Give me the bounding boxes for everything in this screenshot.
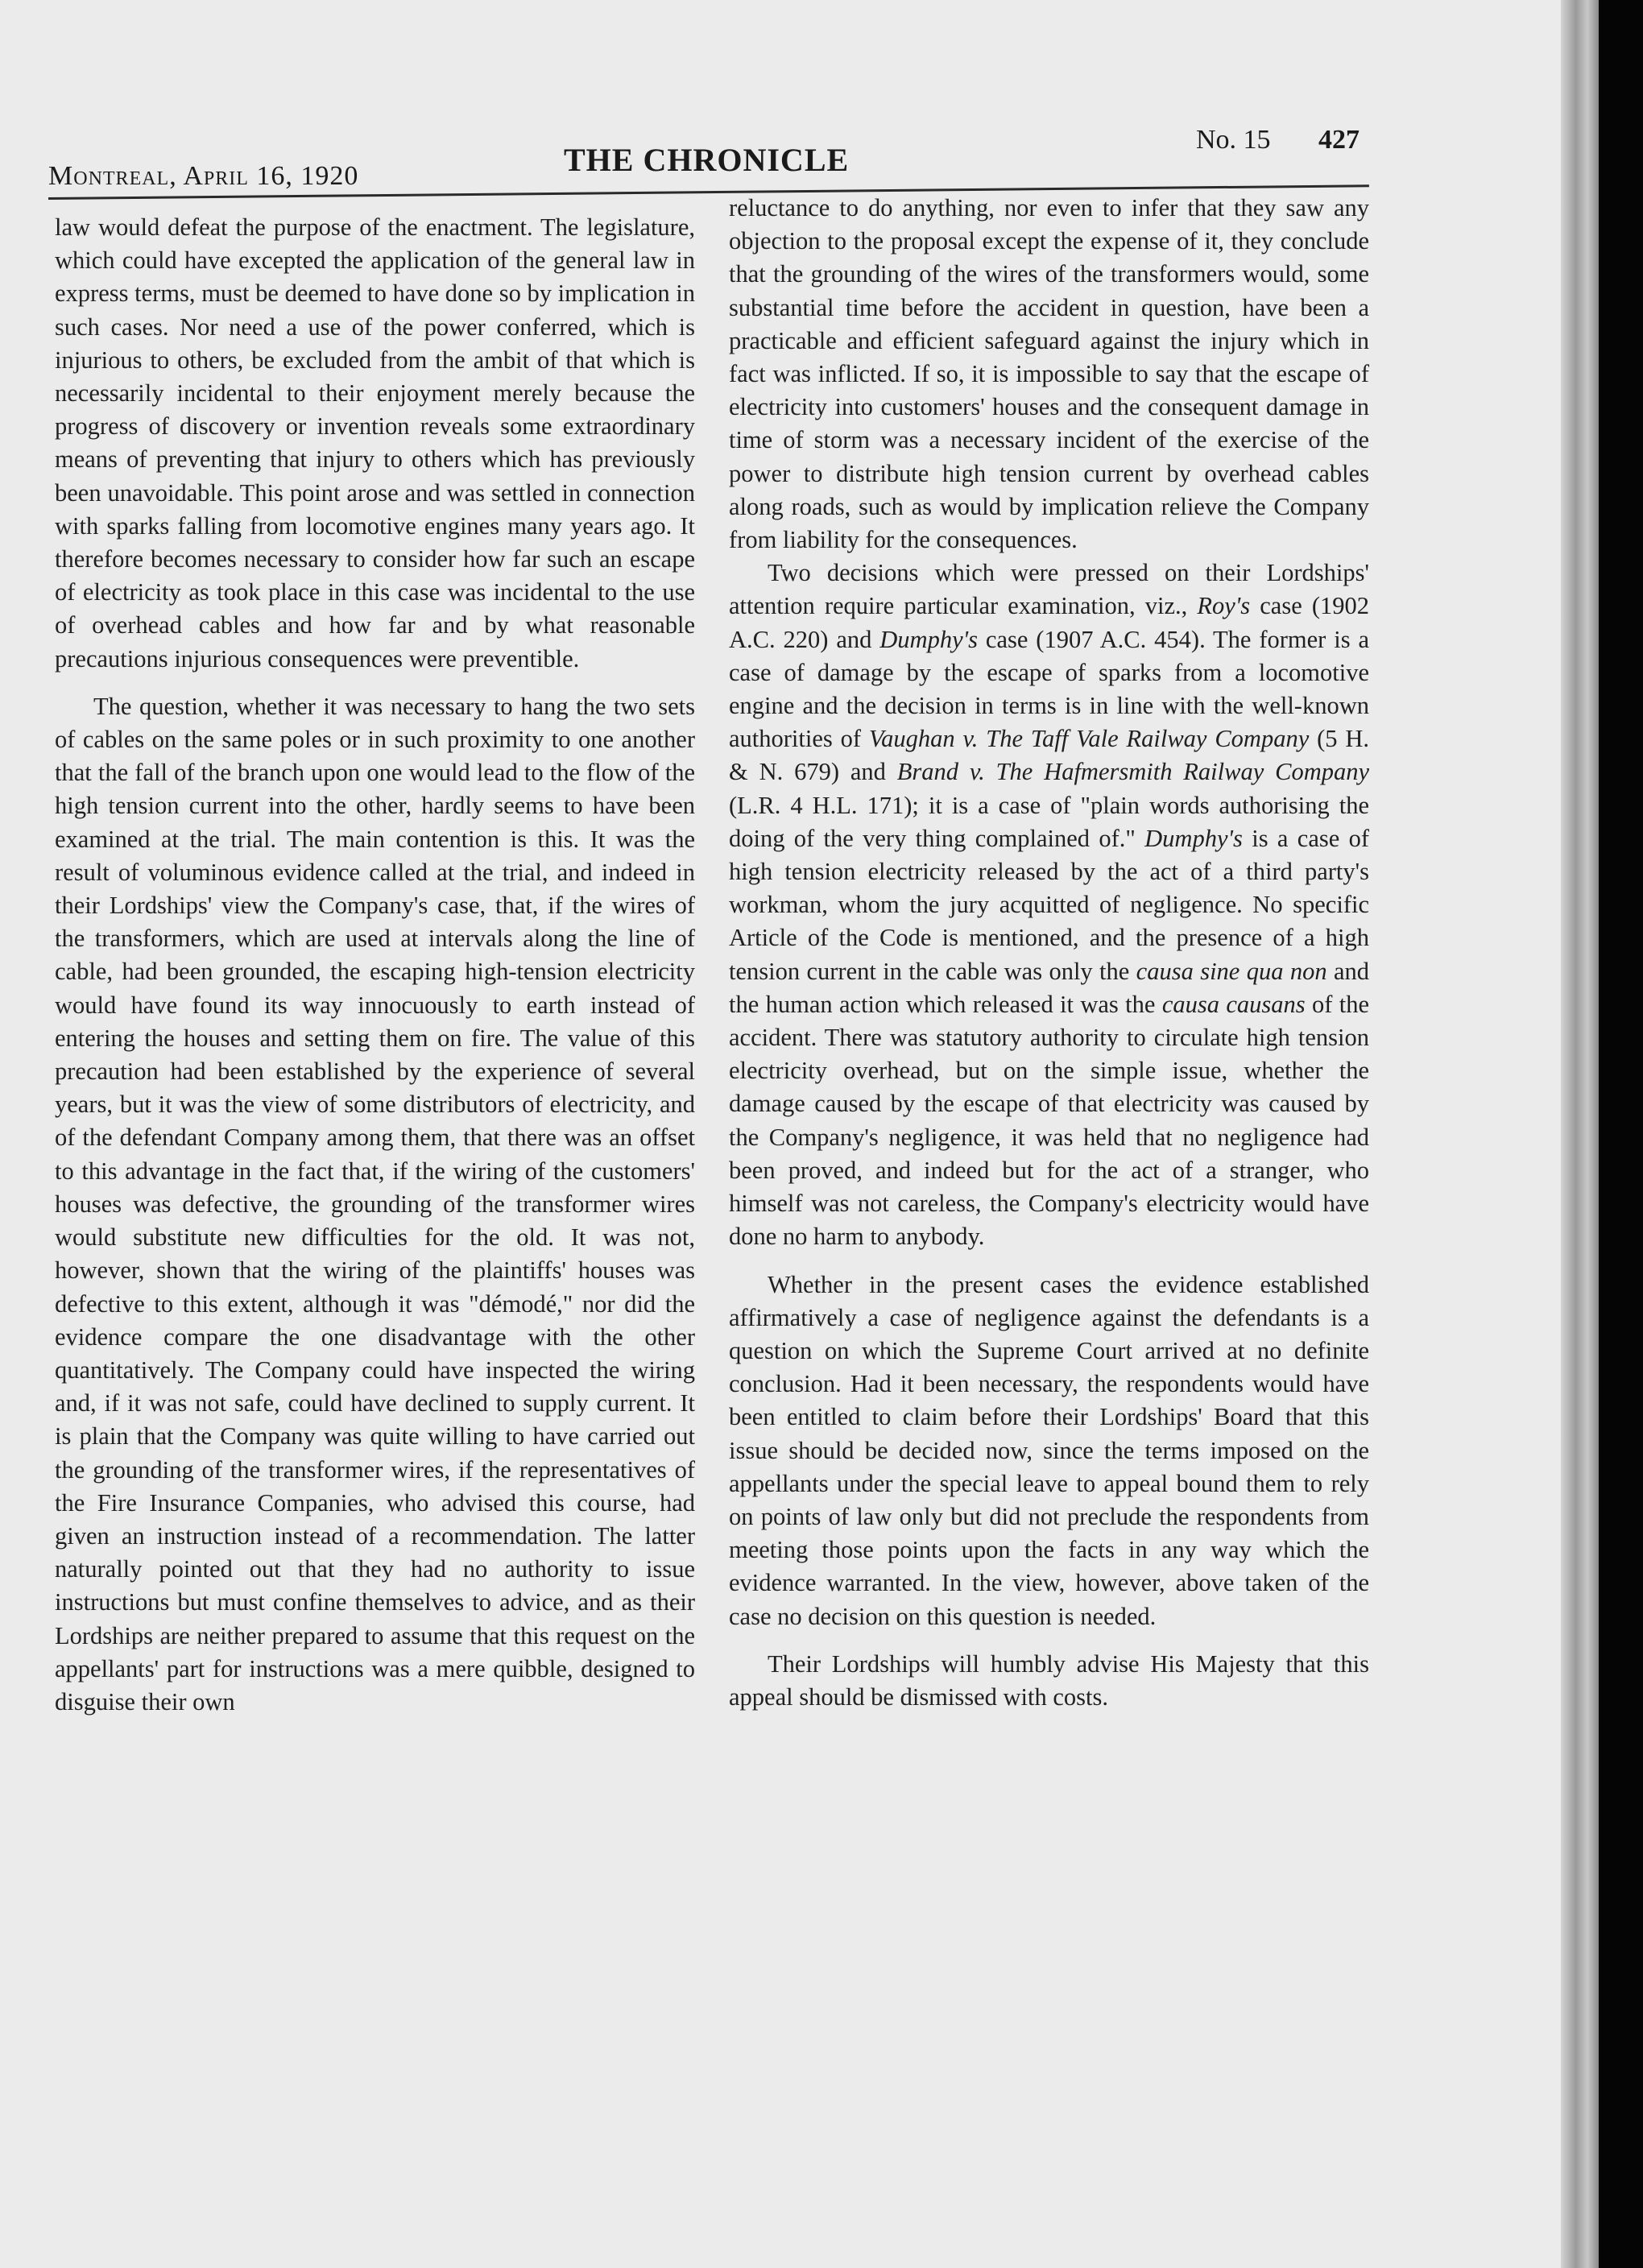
right-column [729, 192, 1369, 1714]
text-run: (5 H. & N. 679) and [729, 725, 1370, 786]
case-name: Dumphy's [879, 625, 978, 653]
text-run: case (1907 A.C. 454). The former is a case of damage by the escape of sparks from a locomotive engine and the decision in terms is in line with the well-known authorities of [729, 625, 1370, 753]
latin-phrase: causa sine qua non [1136, 957, 1327, 985]
header-dateline: Montreal, April 16, 1920 [48, 161, 359, 191]
paragraph: Whether in the present cases the evidence established affirmatively a case of negligence against the defendants is a question on which the Supreme Court arrived at no definite conclusion. Had it been necessary, the respondents would have been entitled to claim before their Lordships' Board that this issue should be decided now, since the terms imposed on the appellants under the special leave to appeal bound them to rely on points of law only but did not preclude the respondents from meeting those points upon the facts in any way which the evidence warranted. In the view, however, above taken of the case no decision on this question is needed. [729, 1270, 1369, 1630]
paragraph-conclusion: Their Lordships will humbly advise His Majesty that this appeal should be dismissed with costs. [729, 1649, 1369, 1711]
paragraph: The question, whether it was necessary to hang the two sets of cables on the same poles or in such proximity to one another that the fall of the branch upon one would lead to the flow of the high tension current into the other, hardly seems to have been examined at the trial. The main contention is this. It was the result of voluminous evidence called at the trial, and indeed in their Lordships' view the Company's case, that, if the wires of the transformers, which are used at intervals along the line of cable, had been grounded, the escaping high-tension electricity would have found its way innocuously to earth instead of entering the houses and setting them on fire. The value of this precaution had been established by the experience of several years, but it was the view of some distributors of electricity, and of the defendant Company among them, that there was an offset to this advantage in the fact that, if the wiring of the customers' houses was defective, the grounding of the transformer wires would substitute new difficulties for the old. It was not, however, shown that the wiring of the plaintiffs' houses was defective to this extent, although it was "démodé," nor did the evidence compare the one disadvantage with the other quantitatively. The Company could have inspected the wiring and, if it was not safe, could have declined to supply current. It is plain that the Company was quite willing to have carried out the grounding of the transformer wires, if the representatives of the Fire Insurance Companies, who advised this course, had given an instruction instead of a recommendation. The latter naturally pointed out that they had no authority to issue instructions but must confine themselves to advice, and as their Lordships are neither prepared to assume that this request on the appellants' part for instructions was a mere quibble, designed to disguise their own [55, 692, 695, 1715]
page-gutter-shadow [1561, 0, 1599, 2268]
text-run: of the accident. There was statutory authority to circulate high tension electricity overhead, but on the simple issue, whether the damage caused by the escape of that electricity was caused by the Company's negligence, it was held that no negligence had been proved, and indeed but for the act of a stranger, who himself was not careless, the Company's electricity would have done no harm to anybody. [729, 990, 1370, 1251]
header-issue: No. 15 [1196, 125, 1271, 155]
case-name: Brand v. The Hafmersmith Railway Company [896, 758, 1370, 786]
scan-edge [1599, 0, 1643, 2268]
text-run: (L.R. 4 H.L. 171); it is a case of "plain words authorising the doing of the very thing complained of." [729, 791, 1369, 852]
case-name: Dumphy's [1144, 824, 1243, 852]
text-run: Two decisions which were pressed on their Lordships' attention require particular examination, viz., [729, 559, 1369, 620]
text-run: is a case of high tension electricity released by the act of a third party's workman, whom the jury acquitted of negligence. No specific Article of the Code is mentioned, and the presence of a high tension current in the cable was only the [729, 824, 1370, 985]
left-column [55, 211, 695, 1719]
paragraph: law would defeat the purpose of the enactment. The legislature, which could have excepted the application of the general law in express terms, must be deemed to have done so by implication in such cases. Nor need a use of the power conferred, which is injurious to others, be excluded from the ambit of that which is necessarily incidental to their enjoyment merely because the progress of discovery or invention reveals some extraordinary means of preventing that injury to others which has previously been unavoidable. This point arose and was settled in connection with sparks falling from locomotive engines many years ago. It therefore becomes necessary to consider how far such an escape of electricity as took place in this case was incidental to the use of overhead cables and how far and by what reasonable precautions injurious consequences were preventible. [55, 213, 695, 673]
header-page-number: 427 [1318, 125, 1360, 155]
case-name: Vaughan v. The Taff Vale Railway Company [868, 725, 1310, 753]
text-run: and the human action which released it was the [729, 957, 1369, 1018]
paragraph: reluctance to do anything, nor even to infer that they saw any objection to the proposal except the expense of it, they conclude that the grounding of the wires of the transformers would, some substantial time before the accident in question, have been a practicable and efficient safeguard against the injury which in fact was inflicted. If so, it is impossible to say that the escape of electricity into customers' houses and the consequent damage in time of storm was a necessary incident of the exercise of the power to distribute high tension current by overhead cables along roads, such as would by implication relieve the Company from liability for the consequences. [729, 194, 1369, 554]
text-run: case (1902 A.C. 220) and [729, 592, 1370, 653]
case-name: Roy's [1197, 592, 1251, 620]
header-title: THE CHRONICLE [564, 142, 850, 178]
page-header [48, 113, 1369, 193]
latin-phrase: causa causans [1161, 990, 1306, 1018]
paragraph-case-discussion [729, 557, 1369, 1253]
